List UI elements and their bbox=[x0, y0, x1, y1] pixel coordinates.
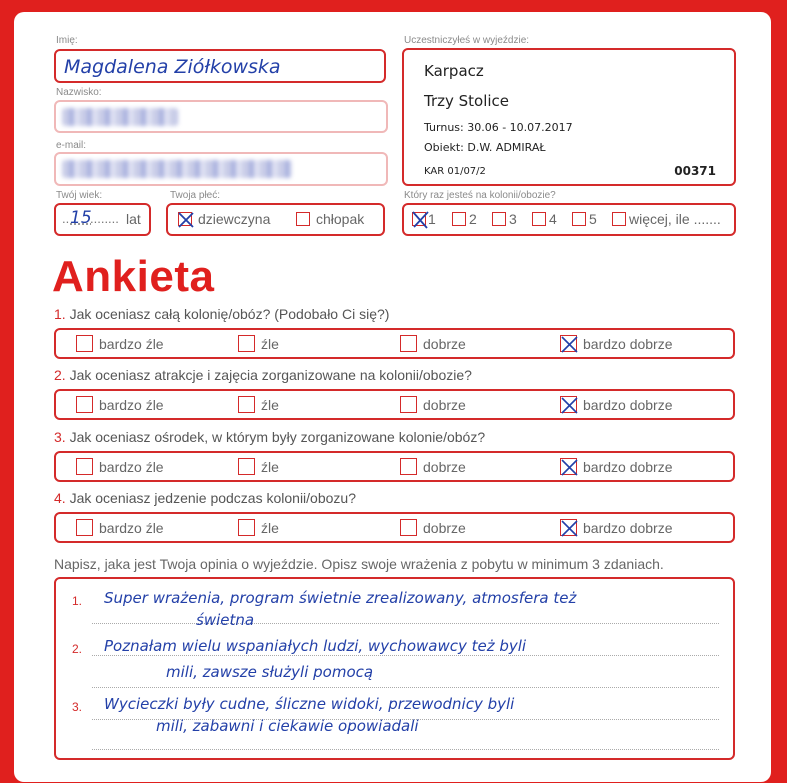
gender-option-female[interactable] bbox=[178, 211, 270, 227]
times-more-checkbox[interactable] bbox=[612, 212, 626, 226]
opinion-handwritten-text: mili, zawsze służyli pomocą bbox=[166, 663, 374, 681]
question-1-option-1[interactable] bbox=[76, 335, 164, 352]
times-5-label: 5 bbox=[589, 211, 597, 227]
opinion-box[interactable] bbox=[54, 577, 735, 760]
name-value: Magdalena Ziółkowska bbox=[64, 56, 281, 78]
times-label: Który raz jesteś na kolonii/obozie? bbox=[404, 190, 556, 201]
question-1-option-2[interactable] bbox=[238, 335, 279, 352]
question-3-option-1[interactable] bbox=[76, 458, 164, 475]
rating-label: dobrze bbox=[423, 396, 466, 413]
question-label: Jak oceniasz atrakcje i zajęcia zorganizowane na kolonii/obozie? bbox=[69, 367, 472, 383]
question-3-option-3[interactable] bbox=[400, 458, 466, 475]
opinion-prompt: Napisz, jaka jest Twoja opinia o wyjeździe. Opisz swoje wrażenia z pobytu w minimum 3 zdaniach. bbox=[54, 556, 664, 572]
rating-label: bardzo źle bbox=[99, 335, 164, 352]
opinion-handwritten-text: świetna bbox=[196, 611, 255, 629]
question-3-text bbox=[54, 429, 485, 445]
opinion-handwritten-text: mili, zabawni i ciekawie opowiadali bbox=[156, 717, 419, 735]
question-1-option-3[interactable] bbox=[400, 335, 466, 352]
rating-label: bardzo dobrze bbox=[583, 396, 673, 413]
gender-female-label: dziewczyna bbox=[198, 211, 271, 227]
rating-checkbox[interactable] bbox=[76, 519, 93, 536]
question-4-options bbox=[54, 512, 735, 543]
question-2-options bbox=[54, 389, 735, 420]
surname-label: Nazwisko: bbox=[56, 87, 102, 98]
question-4-text bbox=[54, 490, 356, 506]
surname-field[interactable] bbox=[54, 100, 388, 133]
rating-checkbox[interactable] bbox=[76, 458, 93, 475]
question-3-options bbox=[54, 451, 735, 482]
opinion-handwritten-text: Poznałam wielu wspaniałych ludzi, wychowawcy też byli bbox=[104, 637, 527, 655]
times-1-checkbox[interactable] bbox=[412, 212, 426, 226]
question-4-option-2[interactable] bbox=[238, 519, 279, 536]
rating-label: bardzo dobrze bbox=[583, 335, 673, 352]
rating-label: dobrze bbox=[423, 458, 466, 475]
times-3-checkbox[interactable] bbox=[492, 212, 506, 226]
trip-info-box bbox=[402, 48, 736, 186]
opinion-handwritten-text: Wycieczki były cudne, śliczne widoki, przewodnicy byli bbox=[104, 695, 515, 713]
question-1-options bbox=[54, 328, 735, 359]
opinion-line-number: 1. bbox=[72, 594, 83, 608]
gender-field bbox=[166, 203, 385, 236]
question-2-option-4[interactable] bbox=[560, 396, 673, 413]
question-2-option-3[interactable] bbox=[400, 396, 466, 413]
rating-label: źle bbox=[261, 519, 279, 536]
gender-label: Twoja płeć: bbox=[170, 190, 221, 201]
times-option-5[interactable] bbox=[572, 211, 597, 227]
rating-label: bardzo dobrze bbox=[583, 458, 673, 475]
times-4-checkbox[interactable] bbox=[532, 212, 546, 226]
opinion-guide-line bbox=[92, 687, 719, 688]
rating-checkbox[interactable] bbox=[238, 519, 255, 536]
rating-checkbox[interactable] bbox=[238, 335, 255, 352]
opinion-line-number: 3. bbox=[72, 700, 83, 714]
rating-label: dobrze bbox=[423, 519, 466, 536]
rating-label: bardzo źle bbox=[99, 396, 164, 413]
age-field[interactable]: .. 15 ........ lat bbox=[54, 203, 151, 236]
opinion-guide-line bbox=[92, 655, 719, 656]
times-option-1[interactable] bbox=[412, 211, 436, 227]
question-label: Jak oceniasz całą kolonię/obóz? (Podobało Ci się?) bbox=[69, 306, 390, 322]
times-more-label: więcej, ile ....... bbox=[629, 211, 721, 227]
question-label: Jak oceniasz ośrodek, w którym były zorganizowane kolonie/obóz? bbox=[69, 429, 486, 445]
age-unit: lat bbox=[126, 211, 141, 227]
rating-label: źle bbox=[261, 458, 279, 475]
trip-location: Karpacz bbox=[424, 62, 484, 80]
gender-female-checkbox[interactable] bbox=[178, 212, 192, 226]
rating-label: dobrze bbox=[423, 335, 466, 352]
opinion-guide-line bbox=[92, 749, 719, 750]
question-3-option-2[interactable] bbox=[238, 458, 279, 475]
gender-male-label: chłopak bbox=[316, 211, 365, 227]
question-4-option-3[interactable] bbox=[400, 519, 466, 536]
name-label: Imię: bbox=[56, 35, 78, 46]
age-label: Twój wiek: bbox=[56, 190, 103, 201]
question-number: 4. bbox=[54, 490, 66, 506]
question-2-text bbox=[54, 367, 472, 383]
rating-checkbox[interactable] bbox=[560, 335, 577, 352]
question-number: 3. bbox=[54, 429, 66, 445]
rating-checkbox[interactable] bbox=[400, 396, 417, 413]
trip-number: 00371 bbox=[674, 164, 716, 178]
rating-label: bardzo źle bbox=[99, 458, 164, 475]
rating-checkbox[interactable] bbox=[76, 335, 93, 352]
rating-checkbox[interactable] bbox=[560, 396, 577, 413]
times-option-more[interactable] bbox=[612, 211, 721, 227]
times-2-label: 2 bbox=[469, 211, 477, 227]
redacted-email bbox=[62, 160, 292, 178]
rating-checkbox[interactable] bbox=[238, 396, 255, 413]
question-3-option-4[interactable] bbox=[560, 458, 673, 475]
times-field bbox=[402, 203, 736, 236]
times-4-label: 4 bbox=[549, 211, 557, 227]
times-5-checkbox[interactable] bbox=[572, 212, 586, 226]
times-option-2[interactable] bbox=[452, 211, 477, 227]
redacted-surname bbox=[62, 108, 178, 126]
question-4-option-4[interactable] bbox=[560, 519, 673, 536]
times-2-checkbox[interactable] bbox=[452, 212, 466, 226]
opinion-guide-line bbox=[92, 623, 719, 624]
rating-checkbox[interactable] bbox=[400, 458, 417, 475]
question-number: 1. bbox=[54, 306, 66, 322]
question-label: Jak oceniasz jedzenie podczas kolonii/obozu? bbox=[69, 490, 356, 506]
times-option-4[interactable] bbox=[532, 211, 557, 227]
survey-form bbox=[14, 12, 771, 782]
rating-checkbox[interactable] bbox=[238, 458, 255, 475]
rating-checkbox[interactable] bbox=[560, 519, 577, 536]
question-2-option-1[interactable] bbox=[76, 396, 164, 413]
rating-checkbox[interactable] bbox=[76, 396, 93, 413]
trip-obiekt: Obiekt: D.W. ADMIRAŁ bbox=[424, 141, 546, 154]
question-1-option-4[interactable] bbox=[560, 335, 673, 352]
gender-option-male[interactable] bbox=[296, 211, 364, 227]
trip-turnus: Turnus: 30.06 - 10.07.2017 bbox=[424, 121, 573, 134]
survey-title: Ankieta bbox=[52, 252, 215, 301]
question-1-text bbox=[54, 306, 389, 322]
trip-code: KAR 01/07/2 bbox=[424, 166, 486, 177]
email-label: e-mail: bbox=[56, 140, 87, 151]
trip-label: Uczestniczyłeś w wyjeździe: bbox=[404, 35, 530, 46]
times-1-label: 1 bbox=[428, 211, 436, 227]
times-option-3[interactable] bbox=[492, 211, 517, 227]
rating-label: bardzo źle bbox=[99, 519, 164, 536]
opinion-handwritten-text: Super wrażenia, program świetnie zrealizowany, atmosfera też bbox=[104, 589, 577, 607]
email-field[interactable] bbox=[54, 152, 388, 186]
gender-male-checkbox[interactable] bbox=[296, 212, 310, 226]
question-number: 2. bbox=[54, 367, 66, 383]
rating-checkbox[interactable] bbox=[400, 519, 417, 536]
rating-label: źle bbox=[261, 335, 279, 352]
rating-checkbox[interactable] bbox=[560, 458, 577, 475]
question-2-option-2[interactable] bbox=[238, 396, 279, 413]
trip-name: Trzy Stolice bbox=[424, 92, 510, 110]
opinion-line-number: 2. bbox=[72, 642, 83, 656]
times-3-label: 3 bbox=[509, 211, 517, 227]
name-field[interactable] bbox=[54, 49, 386, 83]
rating-checkbox[interactable] bbox=[400, 335, 417, 352]
rating-label: źle bbox=[261, 396, 279, 413]
rating-label: bardzo dobrze bbox=[583, 519, 673, 536]
age-value: 15 bbox=[70, 208, 92, 228]
question-4-option-1[interactable] bbox=[76, 519, 164, 536]
